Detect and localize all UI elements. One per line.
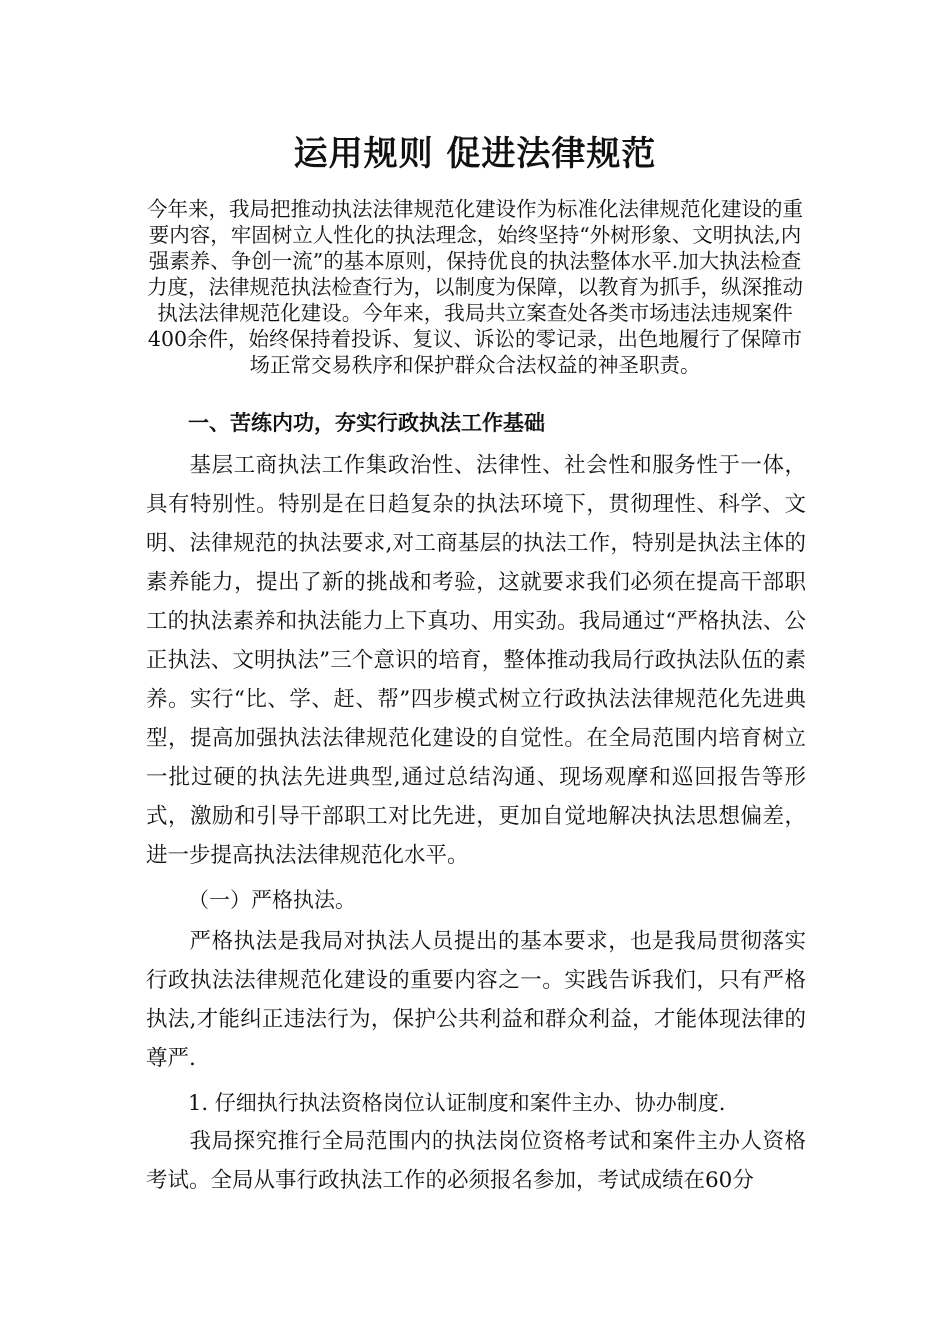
section-heading-1: 一、苦练内功，夯实行政执法工作基础 [188,410,545,435]
subsection-1-paragraph [146,922,806,1078]
item-1-paragraph-text: 我局探究推行全局范围内的执法岗位资格考试和案件主办人资格考试。全局从事行政执法工作的必须报名参加，考试成绩在60分 [146,1129,806,1193]
item-1-paragraph [146,1122,806,1200]
subsection-heading-1: （一）严格执法。 [188,888,356,912]
item-heading-1: 1. 仔细执行执法资格岗位认证制度和案件主办、协办制度. [188,1091,726,1115]
subsection-1-paragraph-text: 严格执法是我局对执法人员提出的基本要求，也是我局贯彻落实行政执法法律规范化建设的重要内容之一。实践告诉我们，只有严格执法,才能纠正违法行为，保护公共利益和群众利益，才能体现法律的尊严. [146,929,806,1071]
intro-paragraph: 今年来，我局把推动执法法律规范化建设作为标准化法律规范化建设的重要内容，牢固树立人性化的执法理念，始终坚持“外树形象、文明执法,内强素养、争创一流”的基本原则，保持优良的执法整体水平.加大执法检查力度，法律规范执法检查行为，以制度为保障，以教育为抓手，纵深推动执法法律规范化建设。今年来，我局共立案查处各类市场违法违规案件400余件，始终保持着投诉、复议、诉讼的零记录，出色地履行了保障市场正常交易秩序和保护群众合法权益的神圣职责。 [147,197,803,377]
section-1-paragraph [146,446,806,875]
document-title: 运用规则 促进法律规范 [293,134,657,174]
section-1-paragraph-text: 基层工商执法工作集政治性、法律性、社会性和服务性于一体，具有特别性。特别是在日趋复杂的执法环境下，贯彻理性、科学、文明、法律规范的执法要求,对工商基层的执法工作，特别是执法主体的素养能力，提出了新的挑战和考验，这就要求我们必须在提高干部职工的执法素养和执法能力上下真功、用实劲。我局通过“严格执法、公正执法、文明执法”三个意识的培育，整体推动我局行政执法队伍的素养。实行“比、学、赶、帮”四步模式树立行政执法法律规范化先进典型，提高加强执法法律规范化建设的自觉性。在全局范围内培育树立一批过硬的执法先进典型,通过总结沟通、现场观摩和巡回报告等形式，激励和引导干部职工对比先进，更加自觉地解决执法思想偏差，进一步提高执法法律规范化水平。 [146,453,806,868]
